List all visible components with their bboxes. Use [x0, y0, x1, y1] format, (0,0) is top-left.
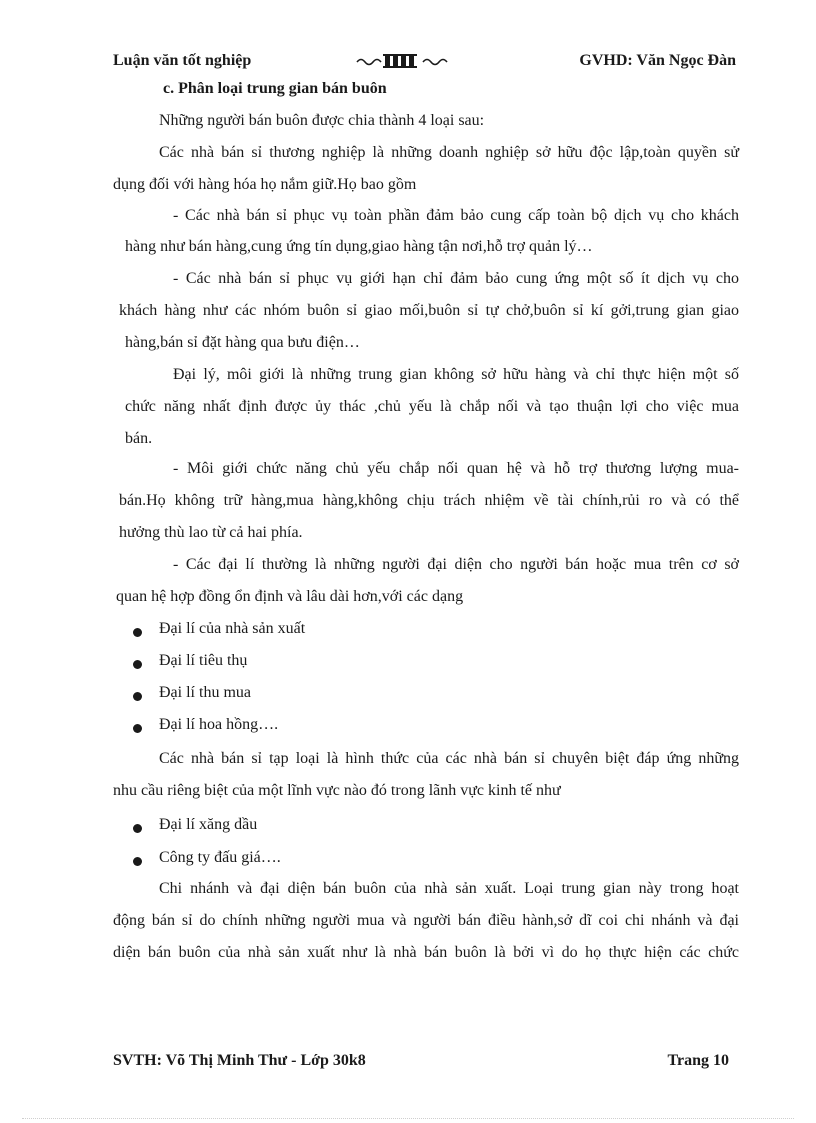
list-item: Đại lí xăng dầu: [159, 816, 258, 833]
paragraph-line: hàng như bán hàng,cung ứng tín dụng,giao hàng tận nơi,hỗ trợ quản lý…: [125, 238, 593, 255]
bullet-icon: [133, 660, 142, 669]
paragraph-line: Những người bán buôn được chia thành 4 loại sau:: [159, 112, 485, 129]
paragraph-line: hưởng thù lao từ cả hai phía.: [119, 524, 303, 541]
bullet-icon: [133, 824, 142, 833]
paragraph-line: diện bán buôn của nhà sản xuất như là nhà bán buôn là bởi vì do họ thực hiện các chức: [113, 944, 739, 961]
paragraph-line: Chi nhánh và đại diện bán buôn của nhà sản xuất. Loại trung gian này trong hoạt: [159, 880, 739, 897]
list-item: Đại lí thu mua: [159, 684, 251, 701]
list-item: Công ty đấu giá….: [159, 849, 281, 866]
paragraph-line: bán.Họ không trữ hàng,mua hàng,không chịu trách nhiệm về tài chính,rủi ro và có thể: [119, 492, 739, 509]
paragraph-line: Đại lý, môi giới là những trung gian không sở hữu hàng và chỉ thực hiện một số: [173, 366, 739, 383]
paragraph-line: quan hệ hợp đồng ổn định và lâu dài hơn,với các dạng: [116, 588, 464, 605]
paragraph-line: chức năng nhất định được ủy thác ,chủ yếu là chắp nối và tạo thuận lợi cho việc mua: [125, 398, 739, 415]
footer-student: SVTH: Võ Thị Minh Thư - Lớp 30k8: [113, 1052, 366, 1069]
bullet-icon: [133, 857, 142, 866]
page-header: [113, 52, 738, 76]
paragraph-line: - Các nhà bán sỉ phục vụ giới hạn chỉ đảm bảo cung ứng một số ít dịch vụ cho: [173, 270, 739, 287]
bullet-icon: [133, 692, 142, 701]
paragraph-line: hàng,bán sỉ đặt hàng qua bưu điện…: [125, 334, 360, 351]
paragraph-line: - Các nhà bán sỉ phục vụ toàn phần đảm bảo cung cấp toàn bộ dịch vụ cho khách: [173, 207, 739, 224]
paragraph-line: - Môi giới chức năng chủ yếu chắp nối quan hệ và hỗ trợ thương lượng mua-: [173, 460, 739, 477]
paragraph-line: động bán sỉ do chính những người mua và người bán điều hành,sở dĩ coi chi nhánh và đại: [113, 912, 739, 929]
paragraph-line: dụng đối với hàng hóa họ nắm giữ.Họ bao gồm: [113, 176, 417, 193]
bullet-icon: [133, 628, 142, 637]
header-advisor: GVHD: Văn Ngọc Đàn: [579, 52, 736, 69]
header-thesis-label: Luận văn tốt nghiệp: [113, 52, 252, 69]
page-number: Trang 10: [667, 1052, 729, 1069]
paragraph-line: bán.: [125, 430, 153, 447]
paragraph-line: Các nhà bán sỉ tạp loại là hình thức của các nhà bán sỉ chuyên biệt đáp ứng những: [159, 750, 739, 767]
paragraph-line: khách hàng như các nhóm buôn sỉ giao mối,buôn sỉ tự chở,buôn sỉ kí gởi,trung gian giao: [119, 302, 739, 319]
page-divider: [22, 1118, 794, 1119]
list-item: Đại lí tiêu thụ: [159, 652, 248, 669]
bullet-icon: [133, 724, 142, 733]
list-item: Đại lí hoa hồng….: [159, 716, 279, 733]
paragraph-line: Các nhà bán sỉ thương nghiệp là những doanh nghiệp sở hữu độc lập,toàn quyền sử: [159, 144, 739, 161]
paragraph-line: nhu cầu riêng biệt của một lĩnh vực nào đó trong lãnh vực kinh tế như: [113, 782, 561, 799]
ornament-icon: [355, 53, 449, 69]
paragraph-line: - Các đại lí thường là những người đại diện cho người bán hoặc mua trên cơ sở: [173, 556, 739, 573]
section-title: c. Phân loại trung gian bán buôn: [163, 80, 387, 97]
list-item: Đại lí của nhà sản xuất: [159, 620, 306, 637]
